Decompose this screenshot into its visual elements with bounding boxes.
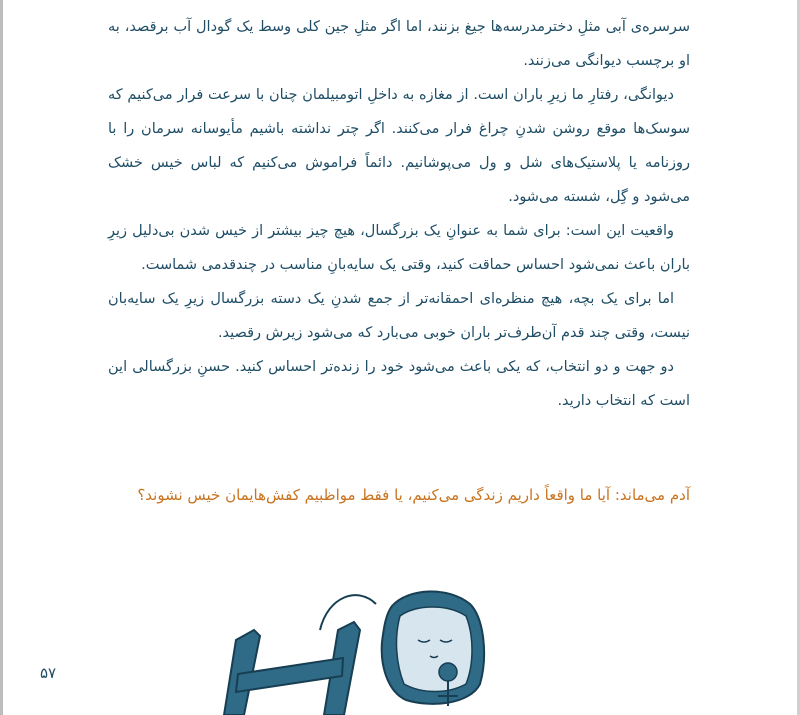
page-edge-left — [0, 0, 3, 715]
paragraph-3: واقعیت این است: برای شما به عنوانِ یک بزرگسال، هیچ چیز بیشتر از خیس شدن بی‌دلیل زیرِ باران باعث نمی‌شود احساس حماقت کنید، وقتی یک سایه‌بانِ مناسب در چندقدمی شماست. — [108, 223, 690, 273]
body-text — [108, 10, 690, 418]
cube-character-illustration — [382, 591, 484, 706]
callout-quote: آدم می‌ماند: آیا ما واقعاً داریم زندگی می‌کنیم، یا فقط مواظبیم کفش‌هایمان خیس نشوند؟ — [137, 486, 690, 504]
letter-h-illustration — [224, 622, 360, 715]
paragraph-1: سرسره‌ی آبی مثلِ دخترمدرسه‌ها جیغ بزنند، اما اگر مثلِ جین کلی وسط یک گودال آب برقصد، به او برچسب دیوانگی می‌زنند. — [108, 19, 690, 69]
paragraph-5: دو جهت و دو انتخاب، که یکی باعث می‌شود خود را زنده‌تر احساس کنید. حسنِ بزرگسالی این است که انتخاب دارید. — [108, 359, 690, 409]
page-number: ۵۷ — [40, 664, 57, 682]
paragraph-4: اما برای یک بچه، هیچ منظره‌ای احمقانه‌تر از جمع شدنِ یک دسته بزرگسال زیرِ یک سایه‌بان نیست، وقتی چند قدم آن‌طرف‌تر باران خوبی می‌بارد که می‌شود زیرش رقصید. — [108, 291, 690, 341]
illustration — [148, 556, 500, 715]
paragraph-2: دیوانگی، رفتارِ ما زیرِ باران است. از مغازه به داخلِ اتومبیلمان چنان با سرعت فرار می‌کنیم که سوسک‌ها موقع روشن شدنِ چراغ فرار می‌کنند. اگر چتر نداشته باشیم مأیوسانه سرمان را با روزنامه یا پلاستیک‌های شل و ول می‌پوشانیم. دائماً فراموش می‌کنیم که لباس خیس خشک می‌شود و گِل، شسته می‌شود. — [108, 87, 690, 205]
